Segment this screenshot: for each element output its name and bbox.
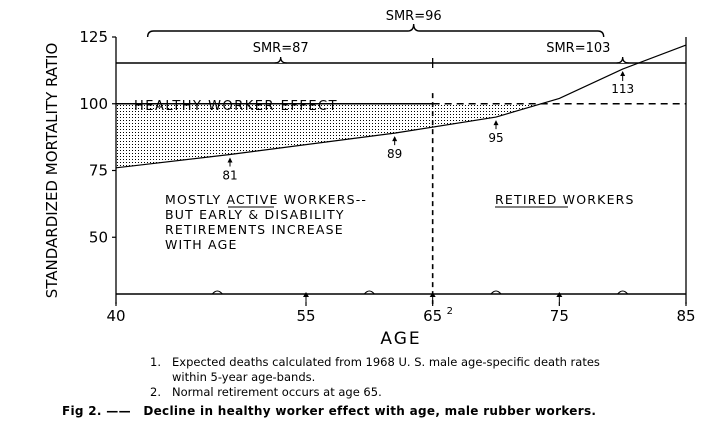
footnote-row [150, 370, 695, 385]
x-tick-footnote: 2 [446, 306, 454, 317]
point-label: 113 [611, 82, 635, 97]
point-label-arrowhead [392, 136, 397, 141]
footnote-number [150, 370, 172, 385]
x-tick-label: 65 [423, 307, 443, 325]
active-workers-label: RETIREMENTS INCREASE [165, 222, 344, 237]
y-tick-label: 50 [88, 228, 108, 247]
bracket-label-smr-all: SMR=96 [385, 9, 442, 24]
bracket-cusp [275, 57, 287, 63]
footnote-row [150, 355, 695, 370]
x-tick-label: 40 [106, 307, 126, 325]
y-axis-label: STANDARDIZED MORTALITY RATIO [43, 42, 61, 299]
x-tick-label: 55 [296, 307, 316, 325]
plot-area [43, 9, 696, 349]
active-workers-label: MOSTLY ACTIVE WORKERS-- [165, 192, 368, 207]
point-label: 95 [488, 131, 504, 146]
y-tick-label: 125 [79, 28, 108, 46]
footnote-text: Expected deaths calculated from 1968 U. S. male age-specific death rates [172, 355, 600, 369]
point-label-arrowhead [620, 71, 625, 76]
point-label-arrowhead [494, 120, 499, 125]
point-label: 81 [222, 168, 238, 183]
x-axis-label: AGE [380, 329, 422, 349]
bracket-label-smr-retired: SMR=103 [546, 41, 611, 56]
footnotes [150, 355, 695, 400]
retired-workers-label: RETIRED WORKERS [495, 192, 635, 207]
footnote-text: Normal retirement occurs at age 65. [172, 385, 382, 399]
active-workers-label: BUT EARLY & DISABILITY [165, 207, 345, 222]
footnote-text: within 5-year age-bands. [172, 370, 316, 384]
y-tick-label: 100 [79, 94, 108, 113]
caption-label: Fig 2. —— [62, 404, 131, 418]
x-tick-label: 85 [676, 307, 696, 325]
bracket-cusp [617, 57, 629, 63]
point-label: 89 [387, 147, 403, 162]
footnote-number: 1. [150, 355, 161, 369]
y-tick-label: 75 [88, 161, 108, 180]
bracket-label-smr-active: SMR=87 [252, 41, 309, 56]
healthy-worker-effect-label: HEALTHY WORKER EFFECT [134, 99, 339, 114]
footnote-row [150, 385, 695, 400]
caption-text: Decline in healthy worker effect with age, male rubber workers. [143, 404, 597, 418]
footnote-number: 2. [150, 385, 161, 399]
figure-caption [62, 404, 596, 418]
x-tick-label: 75 [549, 307, 569, 325]
bracket-smr-all [148, 24, 604, 37]
point-label-arrowhead [228, 157, 233, 162]
active-workers-label: WITH AGE [165, 237, 238, 252]
